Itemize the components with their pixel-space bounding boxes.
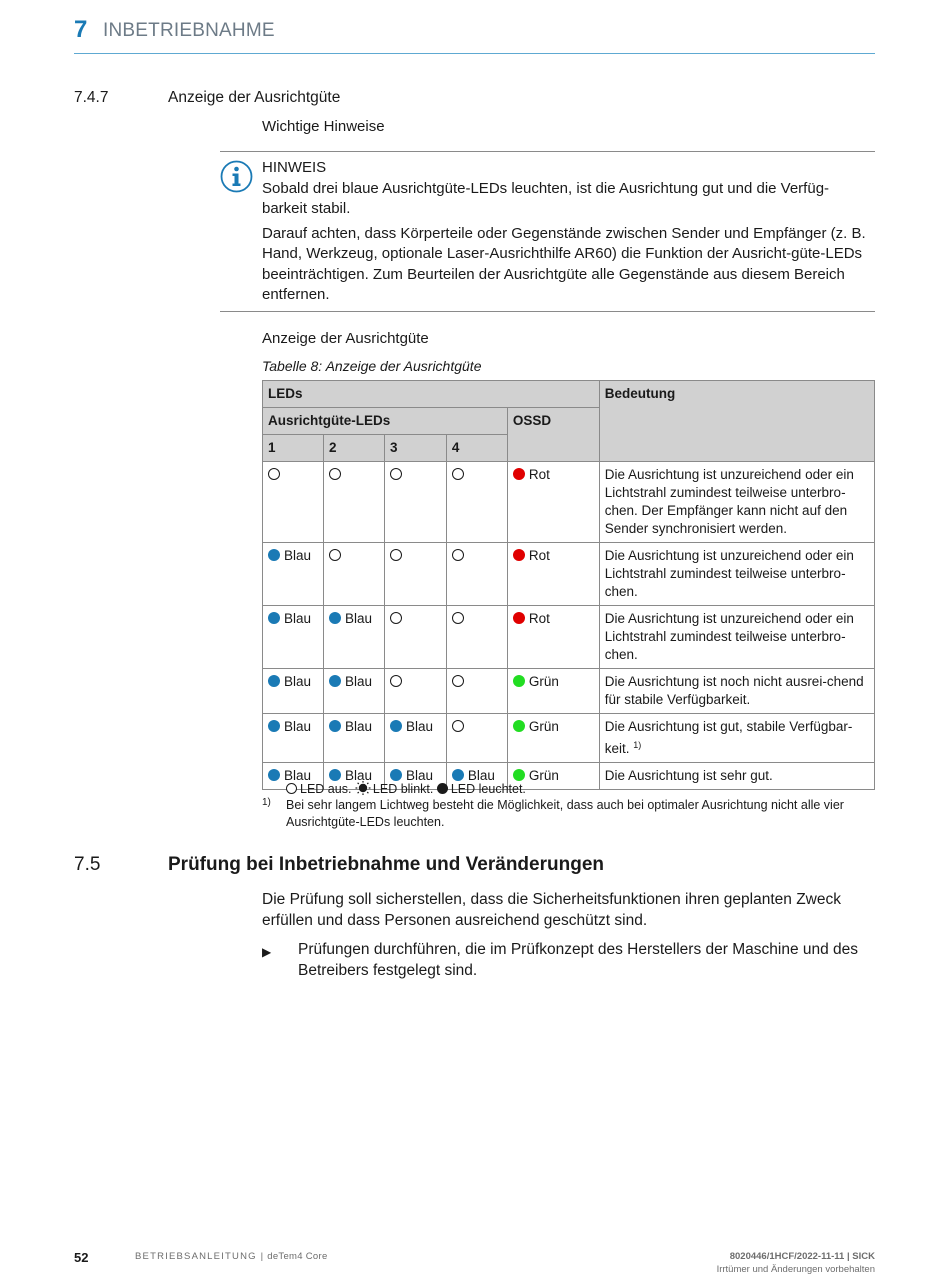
- section-number: 7.5: [74, 854, 101, 875]
- separator: |: [260, 1251, 264, 1262]
- page-number: 52: [74, 1250, 89, 1265]
- led-cell: [323, 669, 384, 714]
- header-quality-leds: Ausrichtgüte-LEDs: [263, 408, 508, 435]
- led-blue-icon: [390, 720, 402, 732]
- meaning-cell: [599, 714, 874, 763]
- header-col-1: 1: [263, 435, 324, 462]
- ossd-label: Grün: [528, 674, 559, 689]
- led-blue-icon: [390, 769, 402, 781]
- footer-right: [717, 1251, 875, 1276]
- led-label: Blau: [284, 674, 312, 689]
- meaning-text: Die Ausrichtung ist gut, stabile Verfügbar-keit.: [604, 719, 853, 756]
- led-red-icon: [513, 549, 525, 561]
- led-cell: [323, 462, 384, 543]
- led-red-icon: [513, 612, 525, 624]
- led-cell: [323, 543, 384, 606]
- led-off-icon: [390, 468, 402, 480]
- led-label: Blau: [344, 768, 372, 783]
- led-label: Blau: [284, 548, 312, 563]
- led-blinking-icon: [355, 781, 371, 795]
- ossd-cell: [507, 462, 599, 543]
- header-col-3: 3: [384, 435, 446, 462]
- led-label: Blau: [284, 719, 312, 734]
- led-cell: [263, 669, 324, 714]
- footnote-mark: 1): [262, 797, 271, 808]
- ossd-cell: [507, 669, 599, 714]
- header-col-4: 4: [446, 435, 507, 462]
- led-cell: [446, 543, 507, 606]
- led-label: Blau: [405, 719, 433, 734]
- led-label: Blau: [405, 768, 433, 783]
- led-blue-icon: [329, 769, 341, 781]
- led-cell: [446, 714, 507, 763]
- section-number: 7.4.7: [74, 89, 109, 106]
- ossd-label: Grün: [528, 768, 559, 783]
- led-label: Blau: [284, 768, 312, 783]
- table-legend: [286, 781, 526, 796]
- table-row: [263, 462, 875, 543]
- led-off-icon: [390, 549, 402, 561]
- led-cell: [384, 543, 446, 606]
- meaning-text: Die Ausrichtung ist unzureichend oder ein Lichtstrahl zumindest teilweise unterbro-chen. Der Empfänger kann nicht auf den Sender synchronisiert werden.: [604, 467, 854, 536]
- table-row: [263, 669, 875, 714]
- table-row: [263, 606, 875, 669]
- meaning-text: Die Ausrichtung ist sehr gut.: [604, 768, 773, 783]
- ossd-cell: [507, 543, 599, 606]
- led-on-icon: [437, 783, 448, 794]
- led-off-icon: [452, 468, 464, 480]
- meaning-text: Die Ausrichtung ist unzureichend oder ein Lichtstrahl zumindest teilweise unterbro-chen.: [604, 611, 854, 662]
- led-cell: [384, 606, 446, 669]
- led-off-icon: [452, 549, 464, 561]
- notice-paragraph: Darauf achten, dass Körperteile oder Gegenstände zwischen Sender und Empfänger (z. B. Hand, Werkzeug, optionale Laser-Ausrichthilfe AR60) die Funktion der Ausricht-güte-LEDs beeinträchtigen. Zum Beurteilen der Ausrichtgüte alle Gegenstände aus diesem Bereich entfernen.: [262, 224, 866, 303]
- led-off-icon: [390, 612, 402, 624]
- ossd-label: Rot: [528, 467, 550, 482]
- page-header: [74, 16, 875, 54]
- led-cell: [263, 606, 324, 669]
- led-off-icon: [286, 783, 297, 794]
- led-blue-icon: [329, 675, 341, 687]
- led-label: Blau: [467, 768, 495, 783]
- separator: |: [846, 1251, 850, 1262]
- led-off-icon: [452, 720, 464, 732]
- doc-type: BETRIEBSANLEITUNG: [135, 1251, 257, 1262]
- led-green-icon: [513, 720, 525, 732]
- notice-paragraph: Sobald drei blaue Ausrichtgüte-LEDs leuchten, ist die Ausrichtung gut und die Verfüg-barkeit stabil.: [262, 179, 830, 217]
- legend-off: LED aus.: [300, 782, 352, 796]
- bullet-text: Prüfungen durchführen, die im Prüfkonzept des Herstellers der Maschine und des Betreibers festgelegt sind.: [298, 941, 859, 979]
- led-label: Blau: [344, 719, 372, 734]
- meaning-text: Die Ausrichtung ist unzureichend oder ein Lichtstrahl zumindest teilweise unterbro-chen.: [604, 548, 854, 599]
- led-cell: [384, 669, 446, 714]
- led-off-icon: [329, 549, 341, 561]
- footnote-text: Bei sehr langem Lichtweg besteht die Möglichkeit, dass auch bei optimaler Ausrichtung nicht alle vier Ausrichtgüte-LEDs leuchten.: [286, 798, 844, 829]
- ossd-label: Grün: [528, 719, 559, 734]
- header-meaning: Bedeutung: [599, 381, 874, 462]
- alignment-table: [262, 380, 875, 790]
- header-ossd: OSSD: [507, 408, 599, 462]
- info-icon: [220, 160, 253, 193]
- product-name: deTem4 Core: [267, 1251, 328, 1262]
- led-off-icon: [452, 612, 464, 624]
- led-label: Blau: [344, 674, 372, 689]
- notice-label: HINWEIS: [262, 159, 327, 176]
- led-label: Blau: [284, 611, 312, 626]
- led-cell: [263, 462, 324, 543]
- meaning-cell: [599, 763, 874, 790]
- header-col-2: 2: [323, 435, 384, 462]
- led-off-icon: [390, 675, 402, 687]
- notice-box: [220, 151, 875, 312]
- table-row: [263, 714, 875, 763]
- chapter-number: 7: [74, 16, 88, 43]
- header-leds: LEDs: [263, 381, 600, 408]
- triangle-right-icon: ▶: [262, 945, 272, 959]
- led-label: Blau: [344, 611, 372, 626]
- led-blue-icon: [268, 769, 280, 781]
- brand: SICK: [852, 1251, 875, 1262]
- display-heading: Anzeige der Ausrichtgüte: [262, 330, 429, 347]
- led-cell: [323, 606, 384, 669]
- ossd-label: Rot: [528, 611, 550, 626]
- notice-text: [262, 158, 867, 306]
- meaning-text: Die Ausrichtung ist noch nicht ausrei-chend für stabile Verfügbarkeit.: [604, 674, 864, 707]
- led-off-icon: [268, 468, 280, 480]
- meaning-cell: [599, 669, 874, 714]
- table-row: [263, 543, 875, 606]
- led-blue-icon: [268, 675, 280, 687]
- body-paragraph: Die Prüfung soll sicherstellen, dass die Sicherheitsfunktionen ihren geplanten Zweck erfüllen und dass Personen ausreichend geschützt sind.: [262, 891, 841, 929]
- footer-document: [135, 1251, 328, 1262]
- meaning-cell: [599, 543, 874, 606]
- chapter-title: INBETRIEBNAHME: [103, 20, 275, 41]
- ossd-label: Rot: [528, 548, 550, 563]
- led-cell: [263, 543, 324, 606]
- meaning-cell: [599, 462, 874, 543]
- ossd-cell: [507, 714, 599, 763]
- led-blue-icon: [268, 549, 280, 561]
- led-blue-icon: [329, 612, 341, 624]
- ossd-cell: [507, 606, 599, 669]
- led-cell: [263, 714, 324, 763]
- disclaimer: Irrtümer und Änderungen vorbehalten: [716, 1263, 875, 1275]
- led-cell: [323, 714, 384, 763]
- legend-blinking: LED blinkt.: [372, 782, 434, 796]
- section-title: Anzeige der Ausrichtgüte: [168, 89, 341, 106]
- led-cell: [384, 714, 446, 763]
- led-cell: [446, 606, 507, 669]
- led-off-icon: [452, 675, 464, 687]
- led-blue-icon: [268, 612, 280, 624]
- footnote-reference: 1): [633, 740, 642, 750]
- led-red-icon: [513, 468, 525, 480]
- led-blue-icon: [329, 720, 341, 732]
- table-caption: Tabelle 8: Anzeige der Ausrichtgüte: [262, 358, 482, 374]
- led-green-icon: [513, 675, 525, 687]
- doc-id: 8020446/1HCF/2022-11-11: [729, 1251, 845, 1262]
- important-notes-heading: Wichtige Hinweise: [262, 118, 385, 135]
- led-green-icon: [513, 769, 525, 781]
- led-blue-icon: [452, 769, 464, 781]
- led-cell: [446, 462, 507, 543]
- led-off-icon: [329, 468, 341, 480]
- meaning-cell: [599, 606, 874, 669]
- led-cell: [384, 462, 446, 543]
- led-blue-icon: [268, 720, 280, 732]
- legend-on: LED leuchtet.: [450, 782, 526, 796]
- section-title: Prüfung bei Inbetriebnahme und Veränderungen: [168, 854, 604, 875]
- led-cell: [446, 669, 507, 714]
